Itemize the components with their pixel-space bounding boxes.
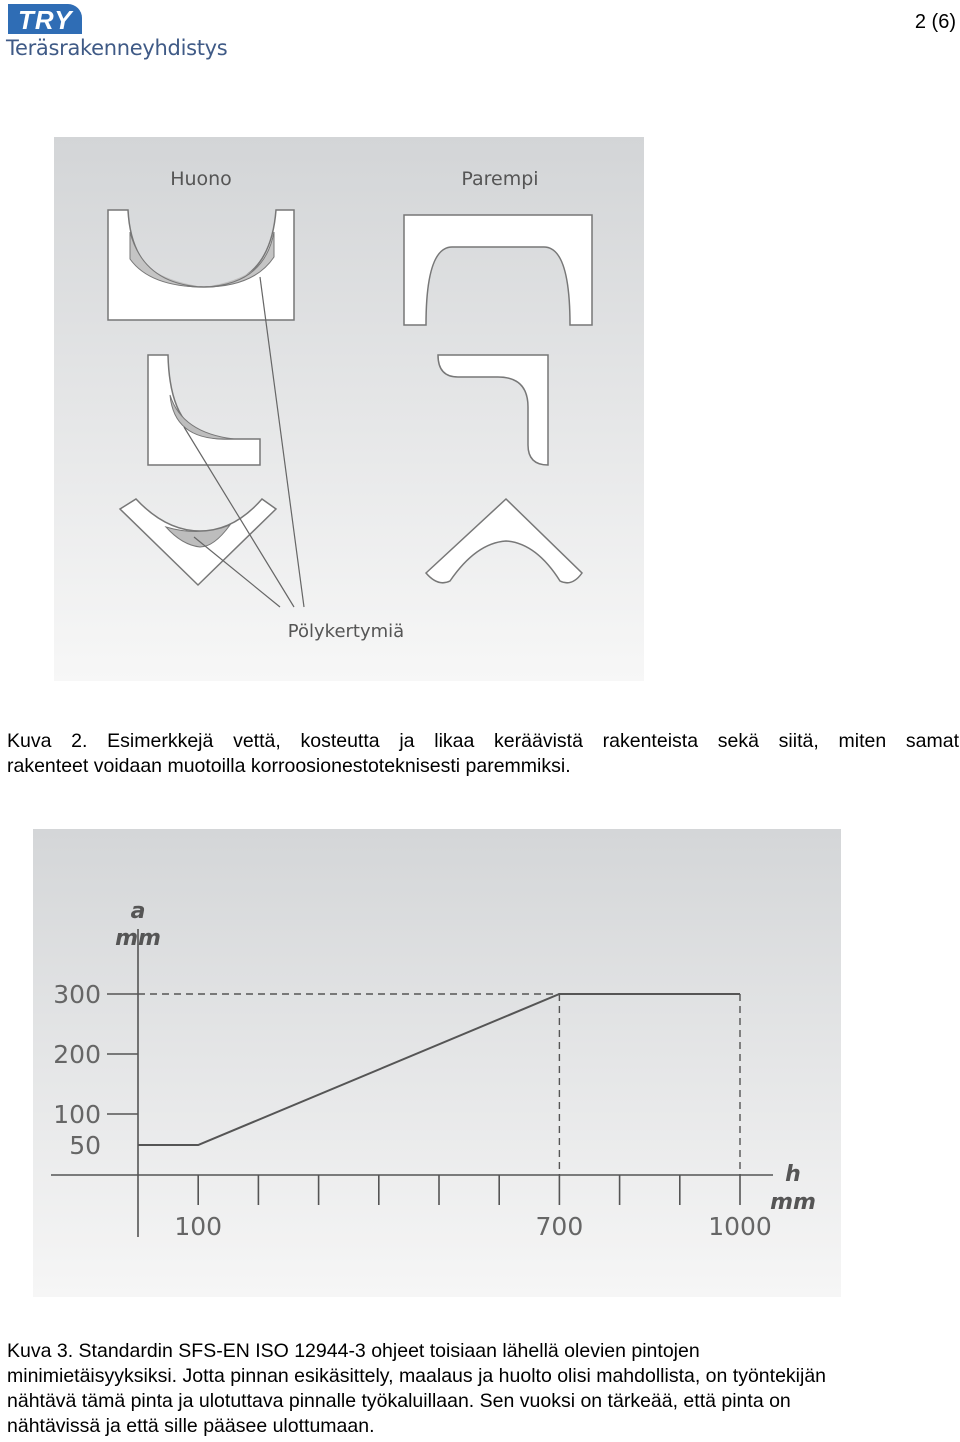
logo-badge [8,4,82,34]
figure-2-caption [7,729,959,779]
figure-2-caption-line-1: Kuva 2. Esimerkkejä vettä, kosteutta ja likaa keräävistä rakenteista sekä siitä, miten samat [7,730,959,752]
figure-2-graphic [54,137,644,681]
x-tick-label: 100 [174,1212,223,1241]
x-tick-label: 700 [535,1212,584,1241]
y-axis-unit: mm [115,926,161,951]
label-dust: Pölykertymiä [287,621,405,642]
figure-3-caption-line-1: Kuva 3. Standardin SFS-EN ISO 12944-3 ohjeet toisiaan lähellä olevien pintojen [7,1340,700,1362]
y-tick-label: 200 [53,1040,101,1069]
y-tick-label: 50 [69,1131,101,1160]
figure-2-profiles [54,137,644,681]
chart-svg [33,829,841,1297]
figure-3-chart [33,829,841,1297]
label-better: Parempi [461,168,539,190]
label-bad: Huono [170,168,232,190]
y-tick-label: 300 [53,980,101,1009]
figure-2-caption-line-2: rakenteet voidaan muotoilla korroosionestoteknisesti paremmiksi. [7,755,571,777]
y-tick-label: 100 [53,1100,101,1129]
logo-badge-text: TRY [18,5,73,35]
x-tick-label: 1000 [708,1212,772,1241]
x-axis-label: h [785,1162,801,1187]
figure-3-caption-line-4: nähtävissä ja että sille pääsee ulottumaan. [7,1415,375,1437]
figure-3-caption-line-2: minimietäisyyksiksi. Jotta pinnan esikäsittely, maalaus ja huolto olisi mahdollista, on työntekijän [7,1365,827,1387]
figure-3-caption-line-3: nähtävä tämä pinta ja ulotuttava pinnalle työkaluillaan. Sen vuoksi on tärkeää, että pinta on [7,1390,791,1412]
page-number: 2 (6) [914,11,956,33]
y-axis-label: a [130,899,146,924]
x-axis-unit: mm [770,1190,816,1215]
try-logo [6,2,228,62]
figure-3-caption [7,1339,957,1439]
logo-organization-name: Teräsrakenneyhdistys [6,36,228,60]
